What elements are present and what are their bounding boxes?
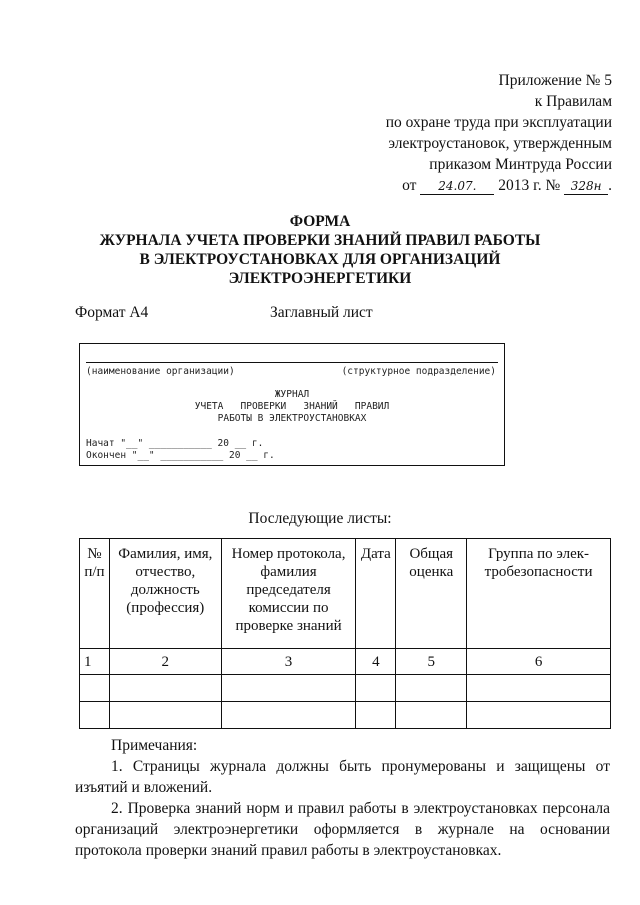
title-sheet-box <box>79 343 505 466</box>
column-header: Группа по элек-тробезопасности <box>467 539 611 649</box>
journal-title-line: РАБОТЫ В ЭЛЕКТРОУСТАНОВКАХ <box>217 413 367 424</box>
column-header: Фамилия, имя, отчество, должность (профессия) <box>109 539 221 649</box>
column-number-row <box>80 649 611 675</box>
column-number: 5 <box>396 649 467 675</box>
title-line: В ЭЛЕКТРОУСТАНОВКАХ ДЛЯ ОРГАНИЗАЦИЙ <box>139 251 501 268</box>
subsequent-sheets-label: Последующие листы: <box>248 510 392 527</box>
date-suffix: 2013 г. № <box>498 177 561 194</box>
title-line: ФОРМА <box>289 213 351 230</box>
org-caption: (наименование организации) <box>86 366 235 377</box>
handwritten-order-number: 328н <box>564 178 608 195</box>
appendix-date-line: от 24.07. 2013 г. № 328н . <box>402 177 612 194</box>
note-item: 2. Проверка знаний норм и правил работы в электроустановках персонала организаций электроэнергетики оформляется в журнале на основании протокола проверки знаний правил работы в электроустановках. <box>75 800 610 859</box>
notes-heading: Примечания: <box>111 737 198 754</box>
date-prefix: от <box>402 177 417 194</box>
column-header: Номер протокола, фамилия председателя комиссии по проверке знаний <box>221 539 356 649</box>
notes-block <box>75 735 610 861</box>
appendix-line: по охране труда при эксплуатации <box>385 114 612 131</box>
appendix-line: приказом Минтруда России <box>429 156 612 173</box>
column-number: 1 <box>80 649 110 675</box>
table-row <box>80 702 611 729</box>
dept-caption: (структурное подразделение) <box>341 366 496 377</box>
handwritten-date: 24.07. <box>420 178 494 195</box>
appendix-line: электроустановок, утвержденным <box>388 135 612 152</box>
note-item: 1. Страницы журнала должны быть пронумерованы и защищены от изъятий и вложений. <box>75 758 610 796</box>
org-underline <box>86 362 498 363</box>
appendix-line: Приложение № 5 <box>498 72 612 89</box>
table-row <box>80 675 611 702</box>
format-label: Формат А4 <box>75 304 149 321</box>
title-line: ЖУРНАЛА УЧЕТА ПРОВЕРКИ ЗНАНИЙ ПРАВИЛ РАБОТЫ <box>99 232 541 249</box>
ended-date-line: Окончен "__" ___________ 20 __ г. <box>86 450 275 461</box>
started-date-line: Начат "__" ___________ 20 __ г. <box>86 438 264 449</box>
journal-title-line: ЖУРНАЛ <box>274 389 310 400</box>
column-header: Общая оценка <box>396 539 467 649</box>
column-header: № п/п <box>80 539 110 649</box>
column-number: 6 <box>467 649 611 675</box>
column-number: 2 <box>109 649 221 675</box>
column-number: 4 <box>356 649 396 675</box>
document-title <box>0 212 640 288</box>
table-header-row <box>80 539 611 649</box>
journal-table <box>79 538 611 729</box>
column-number: 3 <box>221 649 356 675</box>
title-line: ЭЛЕКТРОЭНЕРГЕТИКИ <box>228 270 412 287</box>
column-header: Дата <box>356 539 396 649</box>
appendix-line: к Правилам <box>534 93 612 110</box>
journal-title-line: УЧЕТА ПРОВЕРКИ ЗНАНИЙ ПРАВИЛ <box>194 401 390 412</box>
appendix-block <box>386 70 612 196</box>
title-sheet-label: Заглавный лист <box>270 304 373 321</box>
